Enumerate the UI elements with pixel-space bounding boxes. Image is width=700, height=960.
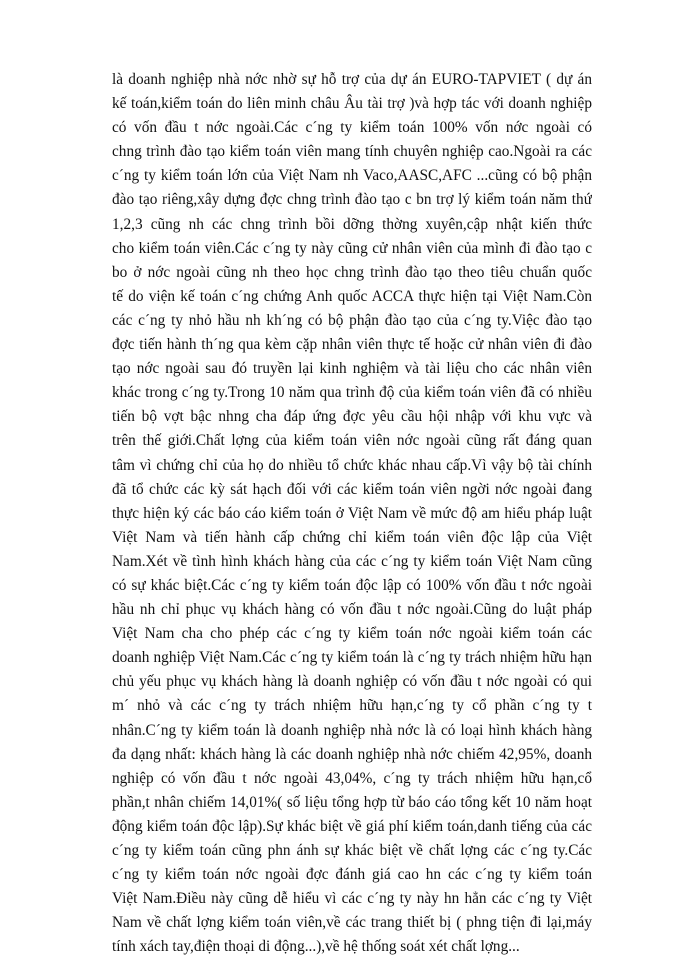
text-line: nghiệp có vốn đầu t nớc ngoài 43,04%, c´ng ty trách nhiệm hữu hạn,cổ: [112, 769, 592, 787]
text-line: m´ nhỏ và các c´ng ty trách nhiệm hữu hạn,c´ng ty cổ phần c´ng ty t: [112, 697, 592, 715]
text-line: khác trong c´ng ty.Trong 10 năm qua trình độ của kiểm toán viên đã có nhiều: [112, 384, 592, 402]
text-line: cho kiểm toán viên.Các c´ng ty này cũng cử nhân viên của mình đi đào tạo c: [112, 239, 592, 257]
text-line: doanh nghiệp Việt Nam.Các c´ng ty kiểm toán là c´ng ty trách nhiệm hữu hạn: [112, 649, 592, 667]
text-line: chủ yếu phục vụ khách hàng là doanh nghiệp có vốn đầu t nớc ngoài có qui: [112, 673, 592, 691]
text-line: Nam về chất lợng kiểm toán viên,về các trang thiết bị ( phng tiện đi lại,máy: [112, 914, 592, 932]
text-line: tế do viện kế toán c´ng chứng Anh quốc ACCA thực hiện tại Việt Nam.Còn: [112, 287, 592, 305]
text-line: 1,2,3 cũng nh các chng trình bồi dỡng thờng xuyên,cập nhật kiến thức: [112, 215, 592, 233]
body-text: [112, 68, 592, 959]
text-line: Việt Nam và tiến hành cấp chứng chỉ kiểm toán viên độc lập của Việt: [112, 528, 592, 546]
text-line: đào tạo riêng,xây dựng đợc chng trình đào tạo c bn trợ lý kiểm toán năm thứ: [112, 191, 592, 209]
text-line: tạo nớc ngoài sau đó truyền lại kinh nghiệm và tài liệu cho các nhân viên: [112, 360, 592, 378]
text-line: c´ng ty kiểm toán nớc ngoài đợc đánh giá cao hn các c´ng ty kiểm toán: [112, 866, 592, 884]
text-line: trên thế giới.Chất lợng của kiểm toán viên nớc ngoài cũng rất đáng quan: [112, 432, 592, 450]
text-line: có vốn đầu t nớc ngoài.Các c´ng ty kiểm toán 100% vốn nớc ngoài có: [112, 119, 592, 137]
text-line: phần,t nhân chiếm 14,01%( số liệu tổng hợp từ báo cáo tổng kết 10 năm hoạt: [112, 793, 592, 811]
text-line: đợc tiến hành th´ng qua kèm cặp nhân viên thực tế hoặc cử nhân viên đi đào: [112, 336, 592, 354]
text-line: động kiểm toán độc lập).Sự khác biệt về giá phí kiểm toán,danh tiếng của các: [112, 817, 592, 835]
text-line: đa dạng nhất: khách hàng là các doanh nghiệp nhà nớc chiếm 42,95%, doanh: [112, 745, 592, 763]
text-line: có sự khác biệt.Các c´ng ty kiểm toán độc lập có 100% vốn đầu t nớc ngoài: [112, 576, 592, 594]
text-line: c´ng ty kiểm toán lớn của Việt Nam nh Vaco,AASC,AFC ...cũng có bộ phận: [112, 167, 592, 185]
text-line: là doanh nghiệp nhà nớc nhờ sự hỗ trợ của dự án EURO-TAPVIET ( dự án: [112, 71, 592, 88]
text-line: các c´ng ty nhỏ hầu nh kh´ng có bộ phận đào tạo của c´ng ty.Việc đào tạo: [112, 311, 592, 329]
text-line: kế toán,kiểm toán do liên minh châu Âu tài trợ )và hợp tác với doanh nghiệp: [112, 95, 592, 113]
text-line: đã tổ chức các kỳ sát hạch đối với các kiểm toán viên ngời nớc ngoài đang: [112, 480, 592, 498]
text-line: c´ng ty kiểm toán cũng phn ánh sự khác biệt về chất lợng các c´ng ty.Các: [112, 842, 592, 859]
text-line: nhân.C´ng ty kiểm toán là doanh nghiệp nhà nớc là có loại hình khách hàng: [112, 721, 592, 739]
text-line: Việt Nam cha cho phép các c´ng ty kiểm toán nớc ngoài kiểm toán các: [112, 625, 592, 643]
text-line: Việt Nam.Điều này cũng dễ hiểu vì các c´ng ty này hn hẳn các c´ng ty Việt: [112, 890, 592, 908]
text-line: chng trình đào tạo kiểm toán viên mang tính chuyên nghiệp cao.Ngoài ra các: [112, 143, 592, 161]
text-line: thực hiện ký các báo cáo kiểm toán ở Việt Nam về mức độ am hiểu pháp luật: [112, 504, 592, 522]
text-line: Nam.Xét về tình hình khách hàng của các c´ng ty kiểm toán Việt Nam cũng: [112, 552, 592, 570]
text-line: tâm vì chứng chỉ của họ do nhiều tổ chức khác nhau cấp.Vì vậy bộ tài chính: [112, 456, 592, 474]
text-line: bo ở nớc ngoài cũng nh theo học chng trình đào tạo theo tiêu chuẩn quốc: [112, 263, 592, 281]
text-line: tiến bộ vợt bậc nhng cha đáp ứng đợc yêu cầu hội nhập với khu vực và: [112, 408, 592, 426]
text-line: tính xách tay,điện thoại di động...),về hệ thống soát xét chất lợng...: [112, 938, 520, 956]
text-line: hầu nh chỉ phục vụ khách hàng có vốn đầu t nớc ngoài.Cũng do luật pháp: [112, 601, 592, 619]
